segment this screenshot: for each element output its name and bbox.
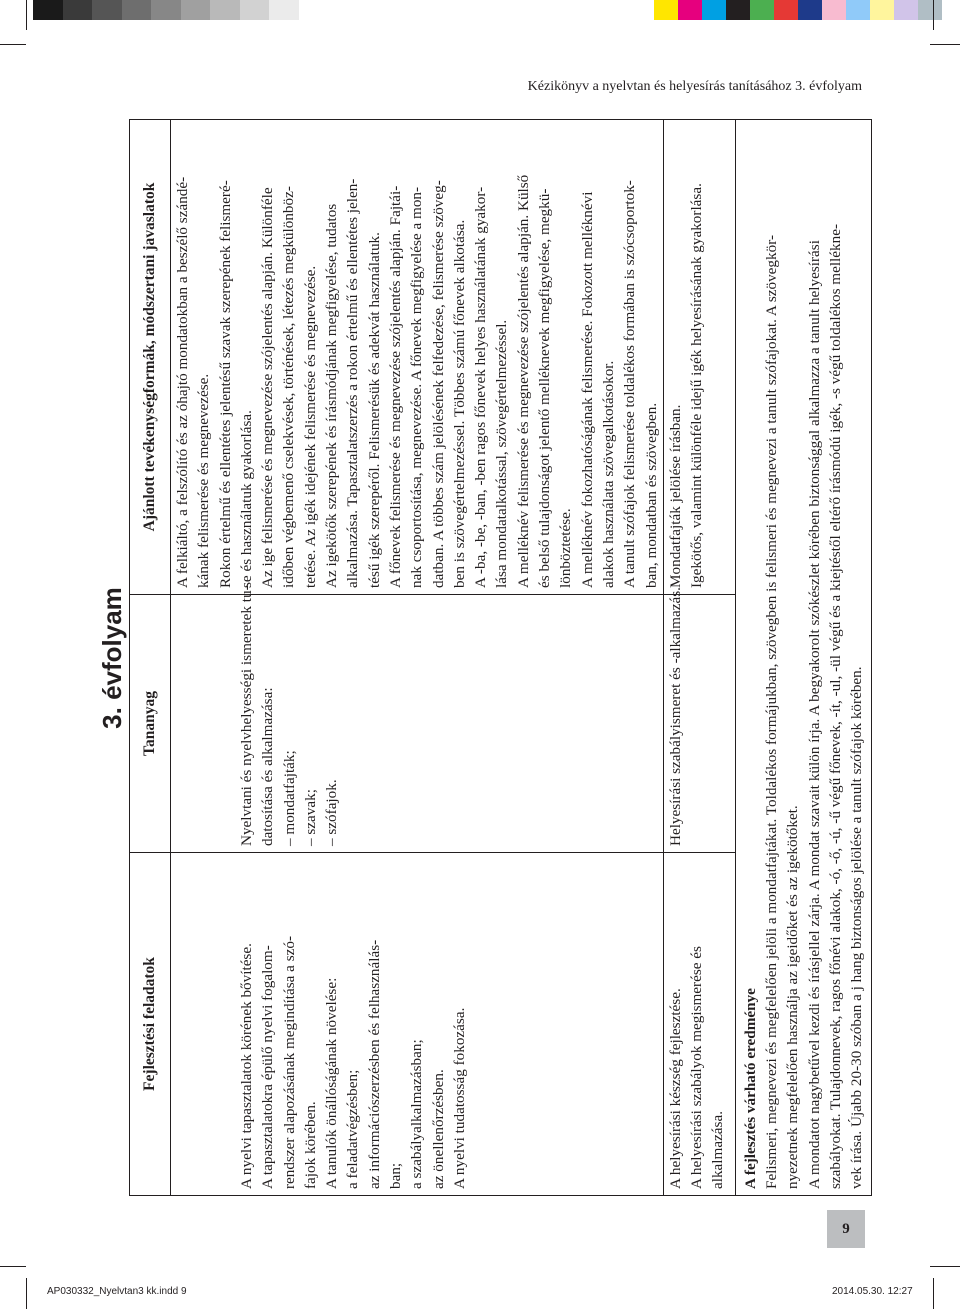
color-swatch (240, 0, 270, 20)
text-line: a feladatvégzésben; (344, 1069, 362, 1189)
text-line: lása mondatalkotással, szövegértelmezéssel. (493, 319, 511, 588)
text-line: A melléknév felismerése és megnevezése szójelentés alapján. Külső (514, 174, 532, 588)
text-line: időben végbemenő cselekvések, történések, létezés megkülönböz- (280, 186, 298, 588)
row2-development-tasks (663, 853, 735, 1196)
text-line: A helyesírási szabályok megismerése és (688, 946, 706, 1189)
rotated-curriculum-page (96, 120, 866, 1196)
text-line: datosítása és alkalmazása: (259, 687, 277, 846)
crop-mark (26, 0, 27, 30)
page-title: 3. évfolyam (97, 587, 127, 729)
text-line: Felismeri, megnevezi és megfelelően jelöli a mondatfajtákat. Toldalékos formájukban, szövegben is felismeri és megnevezi a tanult szófajokat. A szövegkör- (763, 234, 781, 1189)
text-line: ban, mondatban és szövegben. (642, 402, 660, 588)
crop-mark (933, 0, 934, 30)
text-line: ben is szövegértelmezéssel. Többes számú főnevek alkotása. (450, 219, 468, 588)
crop-mark (930, 1266, 960, 1267)
color-swatch (33, 0, 63, 20)
text-line: A nyelvi tudatosság fokozása. (450, 1007, 468, 1189)
text-line: tésű igék szerepéről. Felismerésük és adekvát használatuk. (365, 232, 383, 588)
color-swatch (702, 0, 726, 20)
row2-col1-lines (665, 859, 729, 1189)
row1-col3-lines (172, 126, 662, 588)
text-line: A tanulók önállóságának növelése: (323, 977, 341, 1189)
color-swatch (750, 0, 774, 20)
row2-col2-lines (665, 587, 686, 846)
date-slug: 2014.05.30. 12:27 (832, 1286, 913, 1297)
header-development-tasks: Fejlesztési feladatok (130, 853, 171, 1196)
header-recommended-activities: Ajánlott tevékenységformák, módszertani javaslatok (130, 120, 171, 595)
text-line: rendszer alapozásának megindítása a szó- (280, 935, 298, 1189)
text-line: A mondatot nagybetűvel kezdi és írásjellel zárja. A mondat szavait külön írja. A begyakorolt szókészlet körében biztonsággal alkalmazza a tanult helyesírási (805, 240, 823, 1189)
text-line: A nyelvi tapasztalatok körének bővítése. (238, 943, 255, 1189)
text-line: A tapasztalatokra épülő nyelvi fogalom- (259, 945, 277, 1189)
row1-development-tasks (171, 853, 664, 1196)
text-line: az önellenőrzésben. (429, 1069, 447, 1189)
color-swatch (151, 0, 181, 20)
running-head: Kézikönyv a nyelvtan és helyesírás tanításához 3. évfolyam (527, 79, 862, 94)
color-swatch (846, 0, 870, 20)
text-line: és belső tulajdonságot jelentő melléknevek megfigyelése, megkü- (536, 188, 554, 588)
text-line: – szófajok. (323, 779, 341, 846)
text-line: nak csoportosítása, megnevezése. A főnevek megfigyelése a mon- (408, 186, 426, 588)
row2-curriculum (663, 587, 735, 853)
text-line: alkalmazása. (709, 1111, 727, 1189)
color-swatch (894, 0, 918, 20)
crop-mark (0, 1266, 26, 1267)
text-line: az információszerzésben és felhasználás- (365, 939, 383, 1189)
color-swatch (122, 0, 152, 20)
crop-mark (930, 44, 960, 45)
crop-mark (933, 1278, 934, 1309)
table-header-row (130, 120, 171, 1196)
file-slug: AP030332_Nyelvtan3 kk.indd 9 (47, 1286, 187, 1297)
text-line: Az ige felismerése és megnevezése szójelentés alapján. Különféle (259, 187, 277, 588)
text-line: vek írása. Újabb 20-30 szóban a j hang biztonságos jelölése a tanult szófajok körében. (848, 666, 866, 1189)
text-line: Nyelvtani és nyelvhelyességi ismeretek tu- (238, 585, 255, 846)
text-line: Igekötős, valamint különféle idejű igék helyesírásának gyakorlása. (688, 183, 706, 588)
text-line: Mondatfajták jelölése írásban. (666, 404, 684, 588)
color-swatch (726, 0, 750, 20)
text-line: A helyesírási készség fejlesztése. (666, 988, 684, 1189)
color-swatch (210, 0, 240, 20)
text-line: A felkiáltó, a felszólító és az óhajtó mondatokban a beszélő szándé- (174, 176, 191, 588)
page-number: 9 (827, 1210, 865, 1248)
text-line: A melléknév fokozhatóságának felismerése. Fokozott melléknévi (578, 191, 596, 588)
text-line: Helyesírási szabályismeret és -alkalmazás. (666, 587, 684, 846)
row1-curriculum (171, 585, 664, 853)
header-curriculum: Tananyag (130, 595, 171, 853)
row1-col2-lines (236, 585, 342, 846)
table-row (171, 120, 664, 1196)
text-line: – mondatfajták; (280, 750, 298, 846)
text-line: a szabályalkalmazásban; (408, 1039, 426, 1189)
color-swatch (92, 0, 122, 20)
row1-col1-lines (236, 859, 470, 1189)
color-swatch (918, 0, 942, 20)
text-line: datban. A többes szám jelölésének felfedezése, felismerése szöveg- (429, 180, 447, 588)
color-swatch (678, 0, 702, 20)
curriculum-table (129, 119, 872, 1196)
row1-activities (171, 120, 664, 595)
text-line: A -ba, -be, -ban, -ben ragos főnevek helyes használatának gyakor- (472, 186, 490, 588)
color-swatch (870, 0, 894, 20)
text-line: alakok használata szövegalkotásokor. (599, 360, 617, 588)
color-swatch (63, 0, 93, 20)
text-line: Az igekötők szerepének és írásmódjának megfigyelése, tudatos (323, 203, 341, 588)
text-line: – szavak; (301, 789, 319, 846)
table-row (735, 120, 871, 1196)
expected-outcome (735, 120, 871, 1196)
process-color-bar (654, 0, 942, 20)
expected-outcome-heading: A fejlesztés várható eredménye (741, 988, 759, 1189)
grayscale-color-bar (33, 0, 328, 20)
row2-col3-lines (665, 126, 708, 588)
color-swatch (654, 0, 678, 20)
text-line: alkalmazása. Tapasztalatszerzés a rokon értelmű és ellentétes jelen- (344, 178, 362, 588)
text-line: fajok körében. (301, 1101, 319, 1189)
color-swatch (774, 0, 798, 20)
text-line: A főnevek felismerése és megnevezése szójelentés alapján. Fajtái- (386, 185, 404, 588)
table-row (663, 120, 735, 1196)
text-line: Rokon értelmű és ellentétes jelentésű szavak szerepének felismeré- (216, 180, 234, 588)
text-line: nyezetnek megfelelően használja az igeidőket és az igekötőket. (784, 805, 802, 1189)
expected-outcome-lines (761, 126, 867, 1189)
text-line: kának felismerése és megnevezése. (195, 373, 213, 588)
color-swatch (798, 0, 822, 20)
color-swatch (822, 0, 846, 20)
crop-mark (0, 44, 26, 45)
text-line: se és használatuk gyakorlása. (237, 410, 255, 588)
color-swatch (181, 0, 211, 20)
text-line: szabályokat. Tulajdonnevek, ragos főnévi alakok, -ó, -ő, -ú, -ű végű főnevek, -ít, -ul, -ül végű és a kiejtéstől eltérő írásmódú igék, -s végű toldalékos mellékne- (827, 224, 845, 1189)
color-swatch (299, 0, 329, 20)
text-line: ban; (387, 1162, 405, 1189)
crop-mark (26, 1278, 27, 1309)
text-line: tetése. Az igék idejének felismerése és megnevezése. (301, 265, 319, 588)
color-swatch (269, 0, 299, 20)
row2-activities (663, 120, 735, 595)
text-line: lönböztetése. (557, 508, 575, 588)
text-line: A tanult szófajok felismerése toldalékos formában is szócsoportok- (621, 180, 639, 588)
